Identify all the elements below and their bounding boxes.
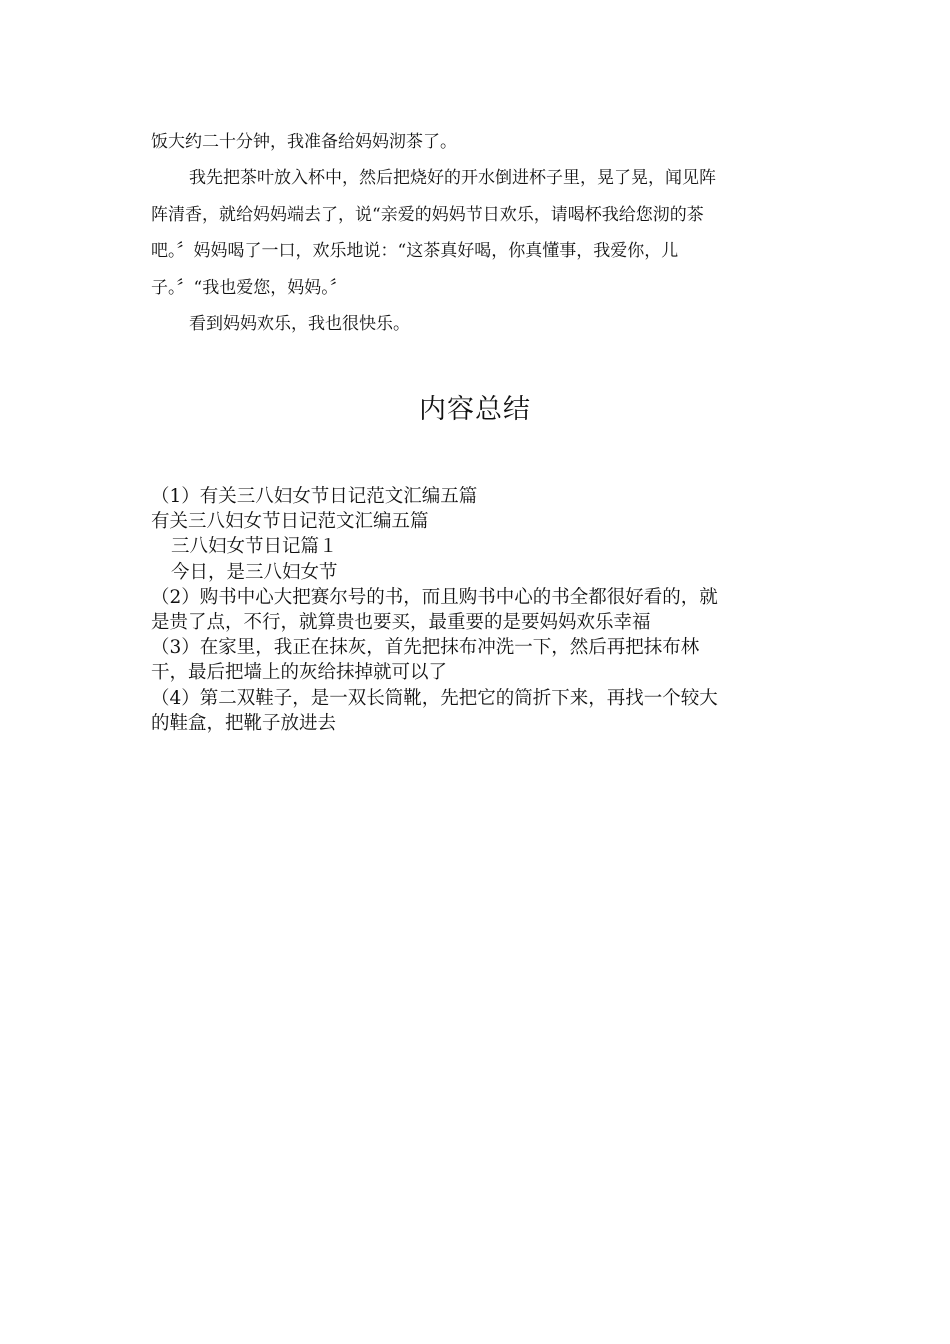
summary-line: 有关三八妇女节日记范文汇编五篇 xyxy=(151,511,429,533)
summary-line: （1）有关三八妇女节日记范文汇编五篇 xyxy=(151,486,478,507)
essay-line: 阵清香，就给妈妈端去了，说“亲爱的妈妈节日欢乐，请喝杯我给您沏的茶 xyxy=(151,204,704,225)
summary-line: 三八妇女节日记篇１ xyxy=(171,536,338,558)
summary-heading: 内容总结 xyxy=(419,394,531,425)
summary-line: 今日，是三八妇女节 xyxy=(171,561,338,583)
summary-line: 的鞋盒，把靴子放进去 xyxy=(151,712,337,734)
essay-line: 看到妈妈欢乐，我也很快乐。 xyxy=(189,314,410,335)
essay-line: 我先把茶叶放入杯中，然后把烧好的开水倒进杯子里，晃了晃，闻见阵 xyxy=(189,168,716,189)
essay-line: 吧。〞妈妈喝了一口，欢乐地说：“这茶真好喝，你真懂事，我爱你，儿 xyxy=(151,241,679,262)
essay-line: 饭大约二十分钟，我准备给妈妈沏茶了。 xyxy=(151,132,457,152)
summary-section xyxy=(151,484,801,736)
essay-body xyxy=(151,124,791,342)
summary-line: 干，最后把墙上的灰给抹掉就可以了 xyxy=(151,662,448,684)
summary-line: （4）第二双鞋子，是一双长筒靴，先把它的筒折下来，再找一个较大 xyxy=(151,687,718,709)
summary-line: （2）购书中心大把赛尔号的书，而且购书中心的书全都很好看的，就 xyxy=(151,586,718,608)
essay-line: 子。〞“我也爱您，妈妈。〞 xyxy=(151,277,347,298)
summary-line: 是贵了点，不行，就算贵也要买，最重要的是要妈妈欢乐幸福 xyxy=(151,612,651,634)
summary-line: （3）在家里，我正在抹灰，首先把抹布冲洗一下，然后再把抹布林 xyxy=(151,637,700,659)
